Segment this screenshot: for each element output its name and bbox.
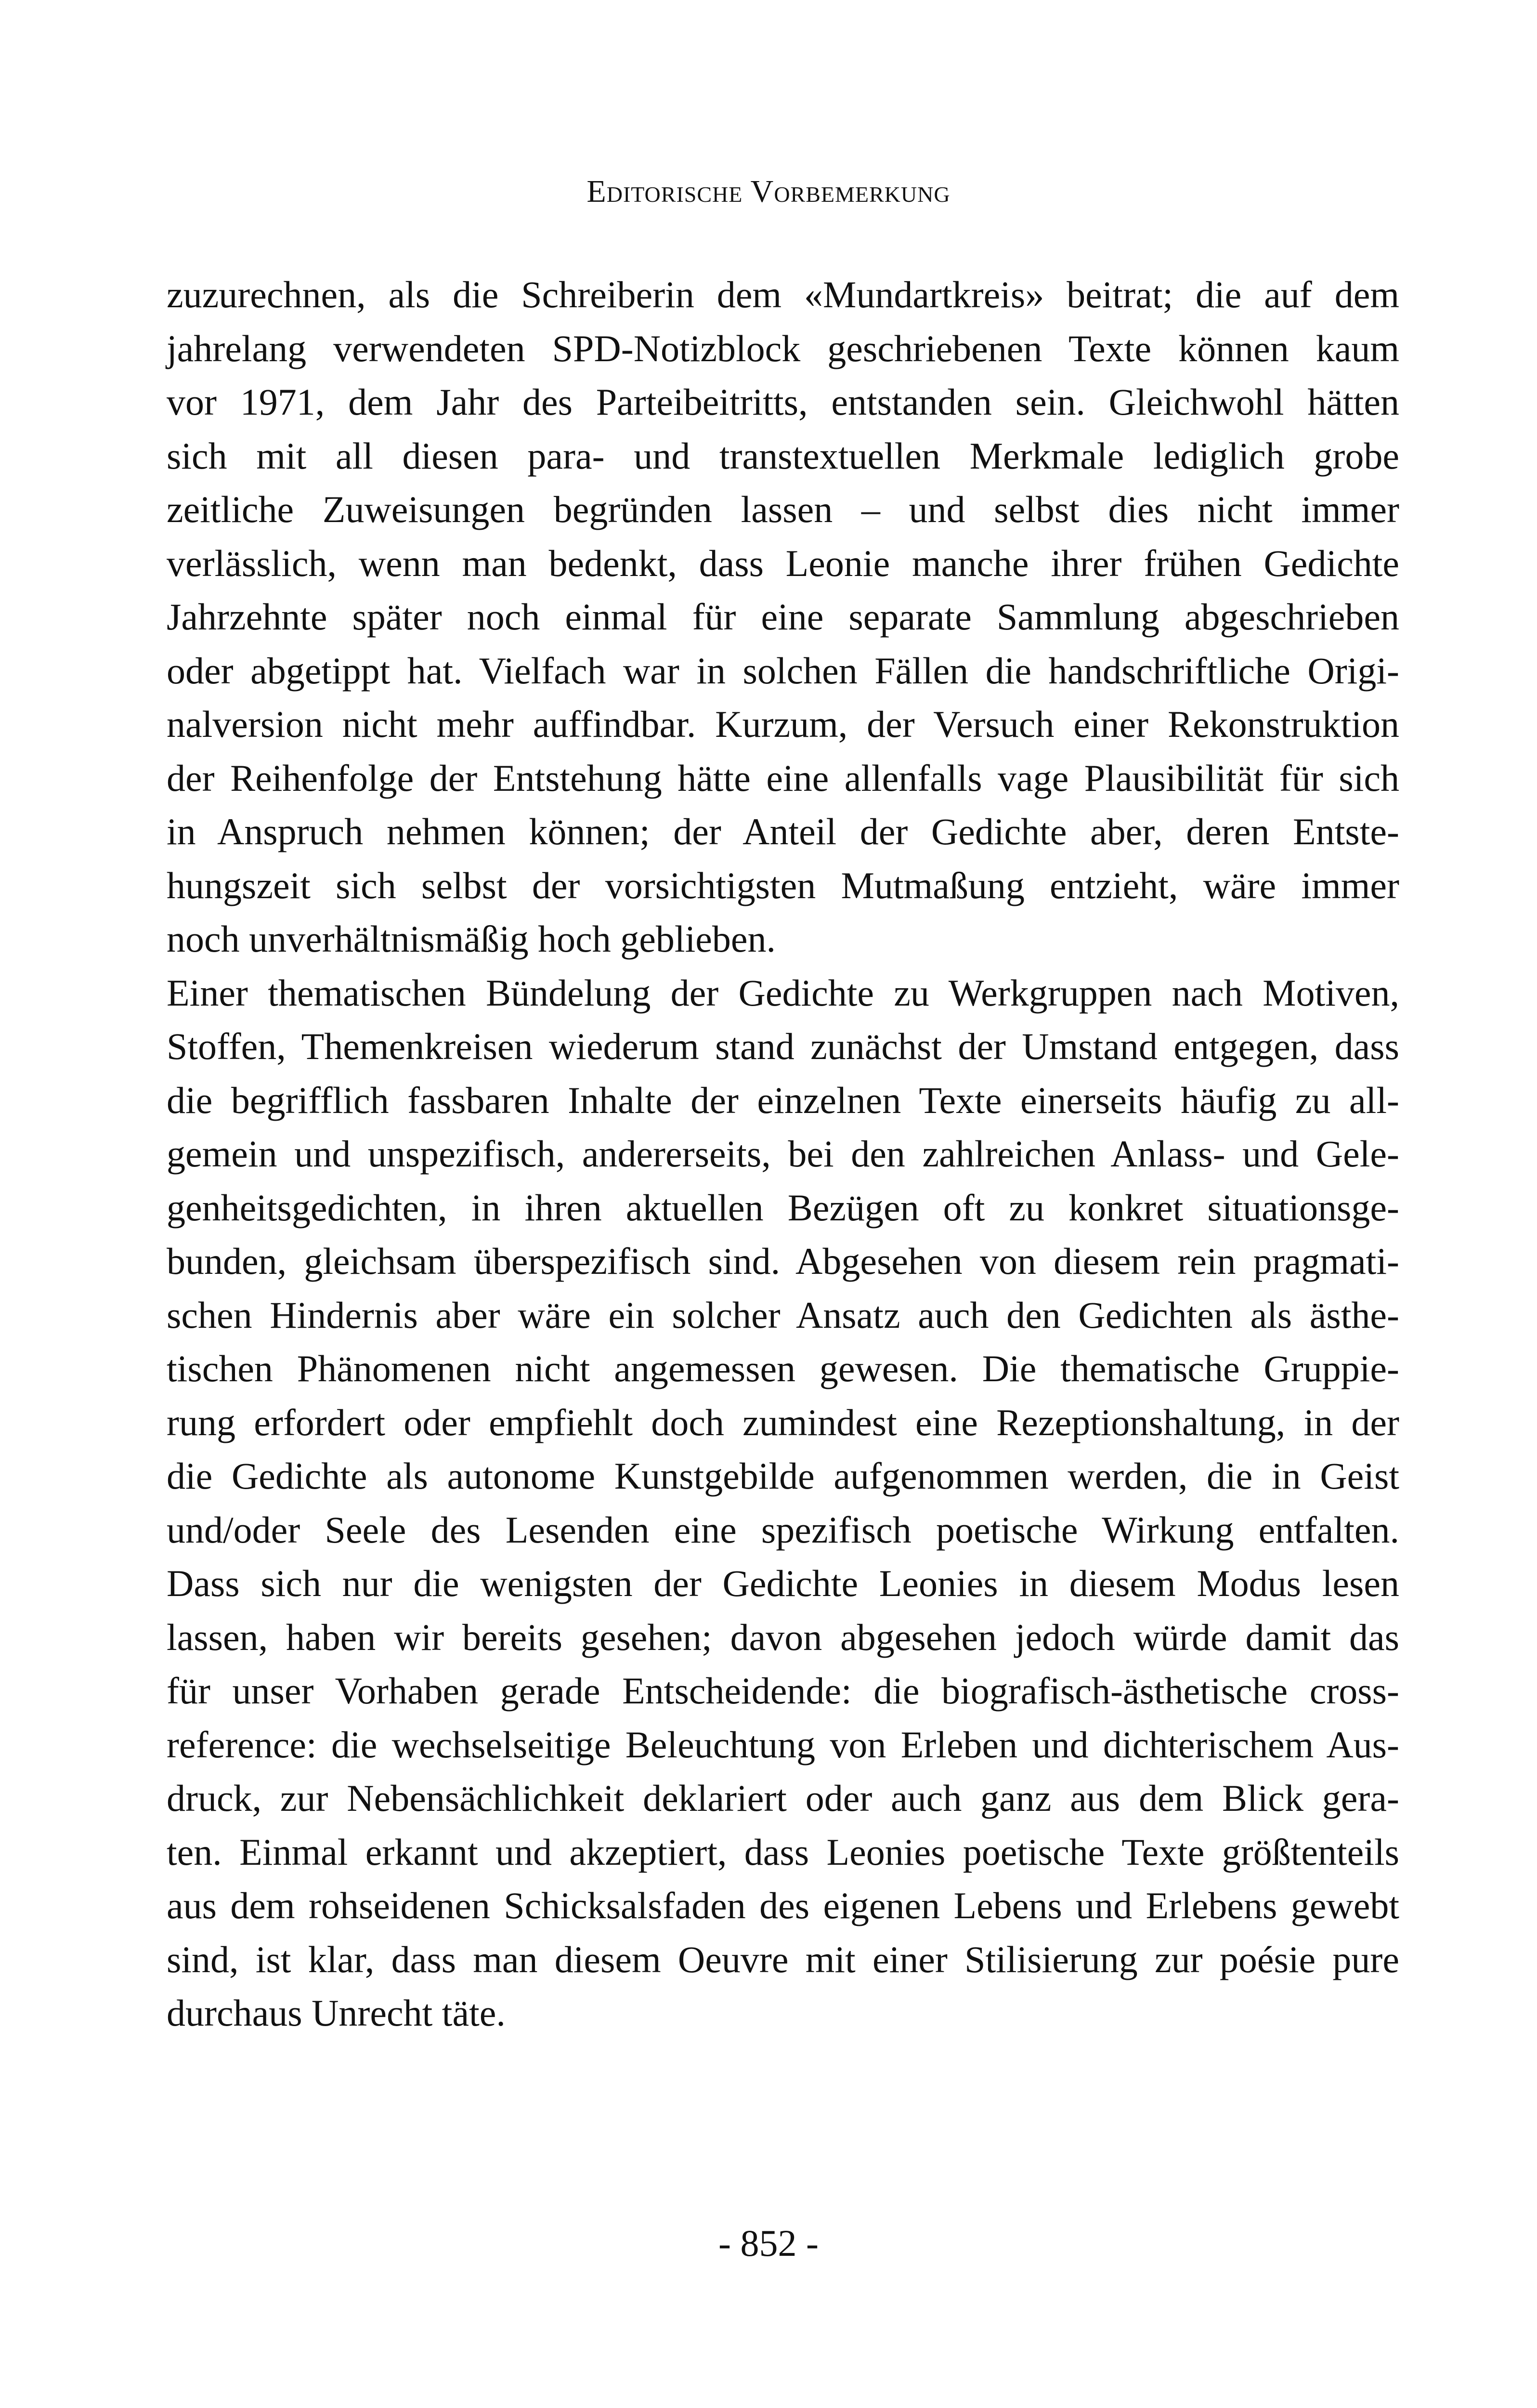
- text-line: vor 1971, dem Jahr des Parteibeitritts, entstanden sein. Gleichwohl hätten: [167, 381, 1399, 423]
- text-line: aus dem rohseidenen Schicksalsfaden des eigenen Lebens und Erlebens gewebt: [167, 1885, 1399, 1926]
- text-line: oder abgetippt hat. Vielfach war in solchen Fällen die handschriftliche Origi-: [167, 649, 1399, 692]
- text-line: durchaus Unrecht täte.: [167, 1992, 506, 2034]
- page-number: - 852 -: [718, 2222, 819, 2264]
- text-line: nalversion nicht mehr auffindbar. Kurzum, der Versuch einer Rekonstruktion: [167, 703, 1399, 745]
- text-line: hungszeit sich selbst der vorsichtigsten Mutmaßung entzieht, wäre immer: [167, 864, 1399, 906]
- text-line: sich mit all diesen para- und transtextuellen Merkmale lediglich grobe: [167, 434, 1399, 477]
- text-line: die begrifflich fassbaren Inhalte der einzelnen Texte einerseits häufig zu all-: [167, 1079, 1399, 1121]
- text-line: lassen, haben wir bereits gesehen; davon abgesehen jedoch würde damit das: [167, 1616, 1399, 1658]
- text-line: die Gedichte als autonome Kunstgebilde aufgenommen werden, die in Geist: [167, 1455, 1399, 1497]
- body-text: [167, 268, 1399, 2040]
- text-line: genheitsgedichten, in ihren aktuellen Bezügen oft zu konkret situationsge-: [167, 1186, 1399, 1229]
- text-line: ten. Einmal erkannt und akzeptiert, dass Leonies poetische Texte größtenteils: [167, 1831, 1399, 1873]
- text-line: schen Hindernis aber wäre ein solcher Ansatz auch den Gedichten als ästhe-: [167, 1294, 1399, 1336]
- paragraph-1: [167, 268, 1399, 966]
- text-line: Einer thematischen Bündelung der Gedichte zu Werkgruppen nach Motiven,: [167, 971, 1399, 1014]
- text-line: für unser Vorhaben gerade Entscheidende: die biografisch-ästhetische cross-: [167, 1670, 1399, 1712]
- text-line: zuzurechnen, als die Schreiberin dem «Mundartkreis» beitrat; die auf dem: [167, 274, 1399, 315]
- text-line: zeitliche Zuweisungen begründen lassen – und selbst dies nicht immer: [167, 488, 1399, 530]
- text-line: rung erfordert oder empfiehlt doch zumindest eine Rezeptionshaltung, in der: [167, 1401, 1399, 1443]
- text-line: tischen Phänomenen nicht angemessen gewesen. Die thematische Gruppie-: [167, 1348, 1399, 1389]
- text-line: noch unverhältnismäßig hoch geblieben.: [167, 918, 776, 960]
- text-line: und/oder Seele des Lesenden eine spezifisch poetische Wirkung entfalten.: [167, 1508, 1399, 1551]
- text-line: gemein und unspezifisch, andererseits, bei den zahlreichen Anlass- und Gele-: [167, 1133, 1399, 1175]
- text-line: Jahrzehnte später noch einmal für eine separate Sammlung abgeschrieben: [167, 596, 1399, 638]
- text-line: Dass sich nur die wenigsten der Gedichte Leonies in diesem Modus lesen: [167, 1562, 1399, 1604]
- paragraph-2: [167, 966, 1399, 2040]
- text-line: reference: die wechselseitige Beleuchtung von Erleben und dichterischem Aus-: [167, 1723, 1399, 1766]
- running-head: Editorische Vorbemerkung: [586, 174, 951, 209]
- text-line: bunden, gleichsam überspezifisch sind. Abgesehen von diesem rein pragmati-: [167, 1240, 1399, 1282]
- text-line: in Anspruch nehmen können; der Anteil der Gedichte aber, deren Entste-: [167, 811, 1399, 852]
- text-line: druck, zur Nebensächlichkeit deklariert oder auch ganz aus dem Blick gera-: [167, 1777, 1399, 1819]
- text-line: der Reihenfolge der Entstehung hätte eine allenfalls vage Plausibilität für sich: [167, 757, 1399, 799]
- text-line: verlässlich, wenn man bedenkt, dass Leonie manche ihrer frühen Gedichte: [167, 542, 1399, 584]
- text-line: Stoffen, Themenkreisen wiederum stand zunächst der Umstand entgegen, dass: [167, 1025, 1399, 1067]
- text-line: jahrelang verwendeten SPD-Notizblock geschriebenen Texte können kaum: [167, 327, 1399, 369]
- text-line: sind, ist klar, dass man diesem Oeuvre mit einer Stilisierung zur poésie pure: [167, 1938, 1399, 1980]
